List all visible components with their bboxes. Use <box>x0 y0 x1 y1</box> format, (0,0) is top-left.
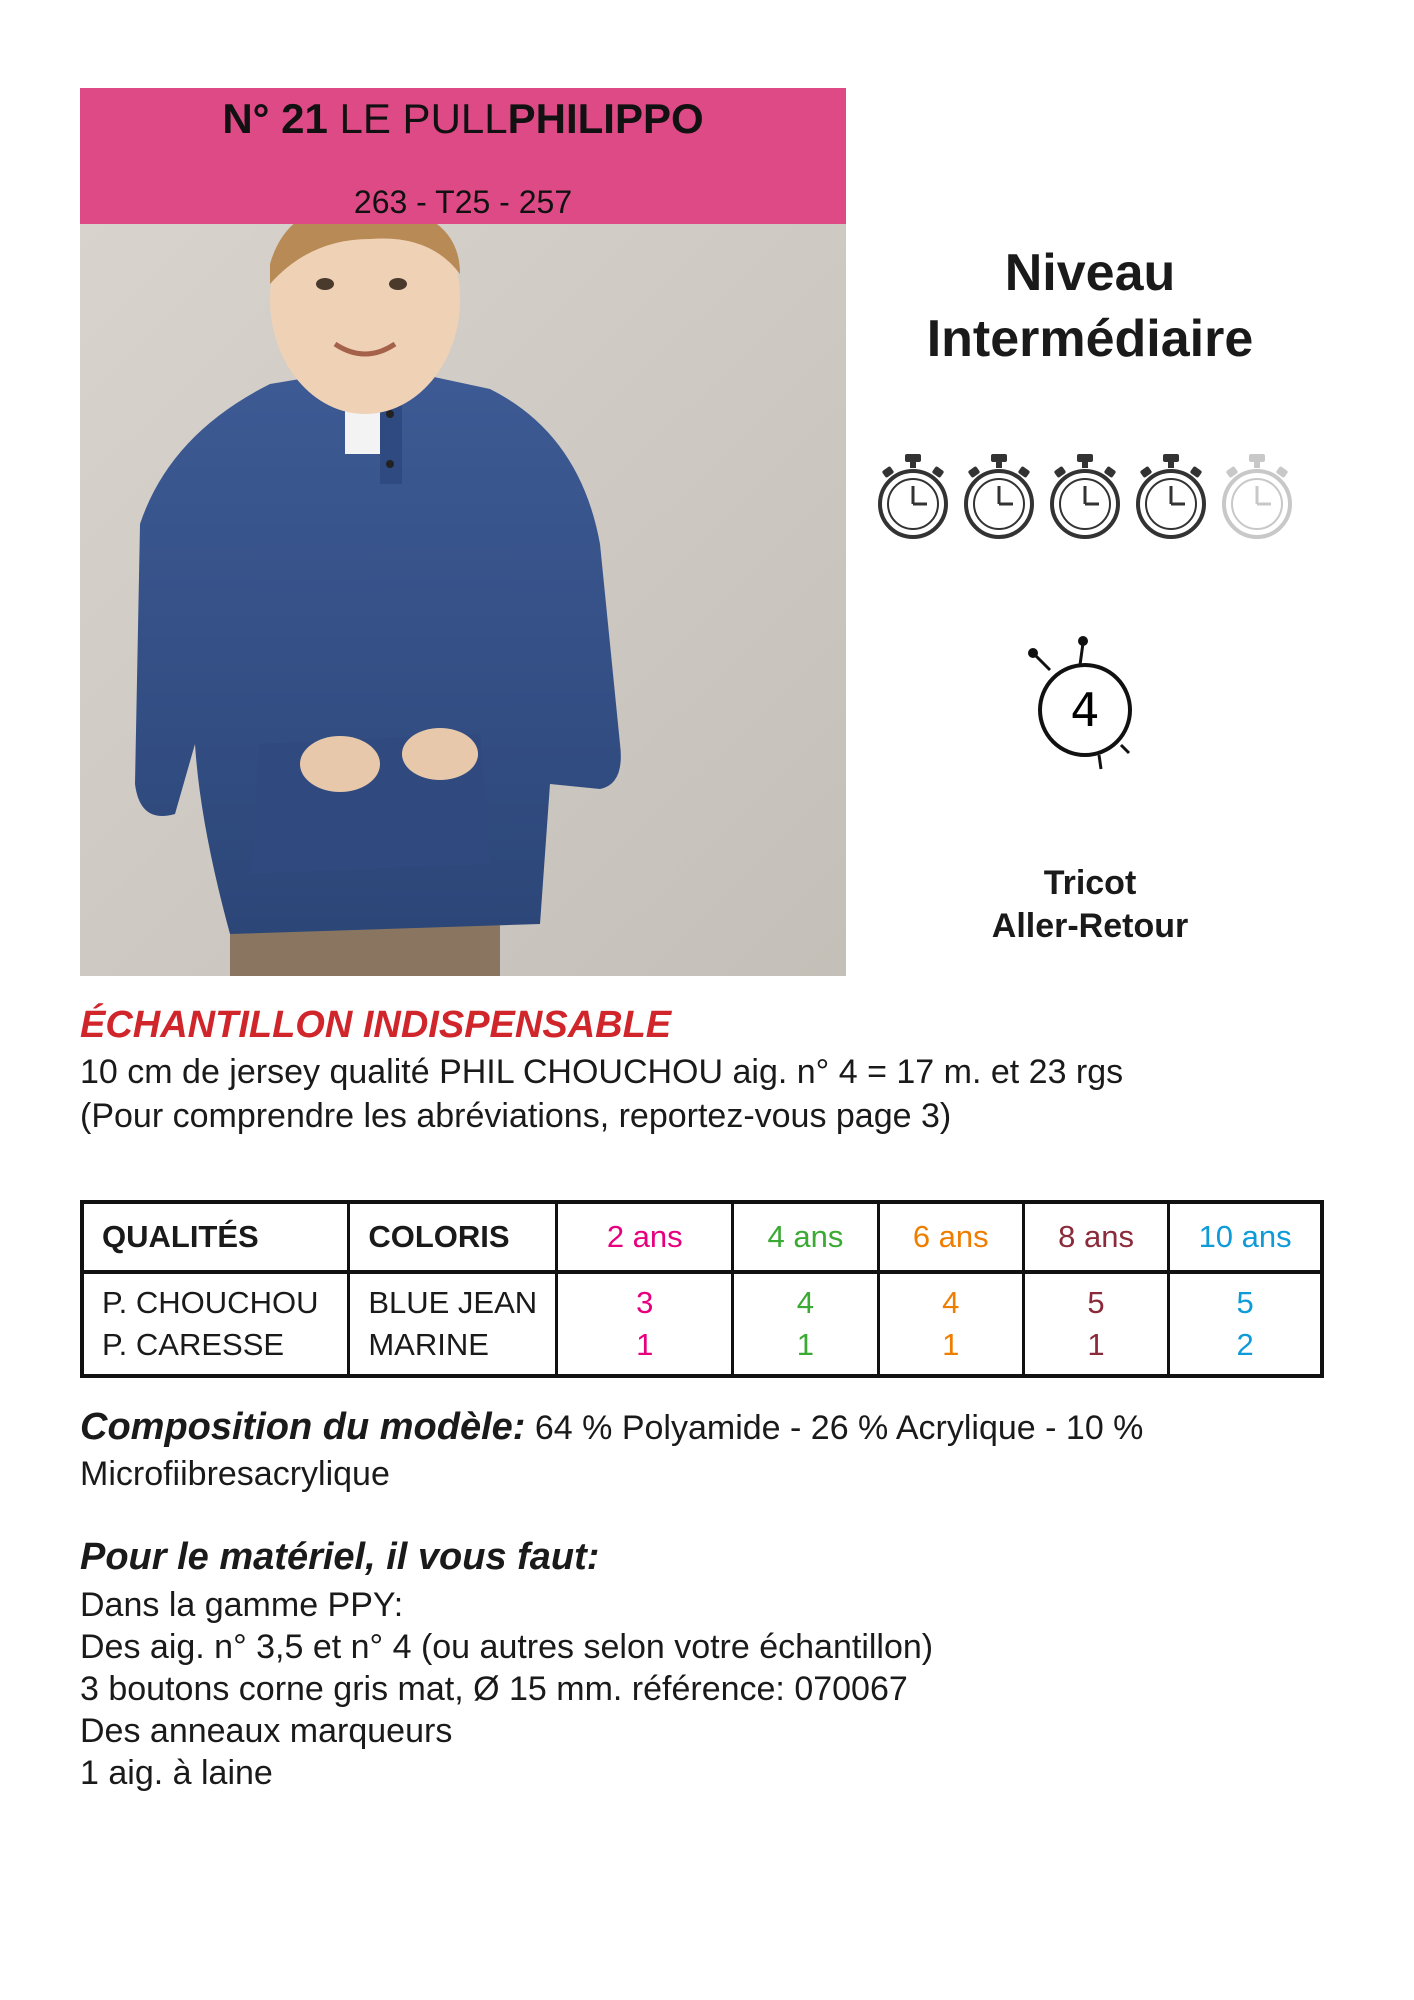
yarn-color: BLUE JEAN <box>368 1285 538 1320</box>
header-cell: 6 ans <box>878 1202 1023 1272</box>
pattern-title <box>80 95 846 142</box>
quantity: 5 <box>1087 1285 1105 1320</box>
pattern-references: 263 - T25 - 257 <box>353 184 573 220</box>
stopwatch-icon <box>961 452 1037 542</box>
size-2-cell <box>557 1272 733 1376</box>
header-cell: QUALITÉS <box>82 1202 349 1272</box>
quantity: 3 <box>636 1285 654 1320</box>
composition <box>80 1404 1340 1497</box>
list-item: 3 boutons corne gris mat, Ø 15 mm. référence: 070067 <box>80 1670 908 1708</box>
size-10-cell <box>1169 1272 1322 1376</box>
composition-label: Composition du modèle: <box>80 1406 526 1448</box>
yarn-quality-cell <box>82 1272 349 1376</box>
list-item: 1 aig. à laine <box>80 1754 273 1792</box>
composition-text: 64 % Polyamide - 26 % Acrylique - 10 % <box>534 1409 1144 1447</box>
child-sweater-illustration <box>80 224 846 976</box>
list-item: Des anneaux marqueurs <box>80 1712 453 1750</box>
quantity: 1 <box>796 1327 815 1362</box>
knitting-needles-icon <box>1025 635 1145 775</box>
pattern-name-prefix: LE PULL <box>339 95 508 142</box>
pattern-name: PHILIPPO <box>507 95 704 142</box>
yarn-quality: P. CHOUCHOU <box>102 1285 319 1320</box>
quantity: 1 <box>1087 1327 1105 1362</box>
gauge-line: 10 cm de jersey qualité PHIL CHOUCHOU aig. n° 4 = 17 m. et 23 rgs <box>80 1053 1124 1091</box>
quantity: 4 <box>796 1285 815 1320</box>
list-item: Des aig. n° 3,5 et n° 4 (ou autres selon votre échantillon) <box>80 1628 934 1666</box>
size-8-cell <box>1023 1272 1168 1376</box>
header-cell: COLORIS <box>349 1202 557 1272</box>
technique-line2: Aller-Retour <box>991 906 1189 945</box>
needle-size-badge <box>1025 635 1145 775</box>
difficulty-level <box>880 240 1300 372</box>
title-band <box>80 88 846 224</box>
quantity: 5 <box>1236 1285 1254 1320</box>
list-item: Dans la gamme PPY: <box>80 1586 404 1624</box>
level-value: Intermédiaire <box>926 310 1254 369</box>
header-cell: 10 ans <box>1169 1202 1322 1272</box>
stopwatch-icon <box>1133 452 1209 542</box>
stopwatch-empty-icon <box>1219 452 1295 542</box>
technique-line1: Tricot <box>1043 864 1137 902</box>
size-4-cell <box>733 1272 878 1376</box>
materials-list <box>80 1584 1340 1794</box>
abbreviations-note: (Pour comprendre les abréviations, reportez-vous page 3) <box>80 1097 952 1135</box>
model-photo <box>80 224 846 976</box>
quantity: 2 <box>1236 1327 1254 1362</box>
materials-title: Pour le matériel, il vous faut: <box>80 1536 600 1578</box>
table-row <box>82 1272 1322 1376</box>
yarn-color-cell <box>349 1272 557 1376</box>
difficulty-rating <box>875 452 1295 542</box>
pattern-number: N° 21 <box>222 95 328 142</box>
stopwatch-icon <box>1047 452 1123 542</box>
header-cell: 2 ans <box>557 1202 733 1272</box>
level-label: Niveau <box>1004 244 1176 302</box>
size-6-cell <box>878 1272 1023 1376</box>
quantity: 4 <box>942 1285 960 1320</box>
composition-text-continued: Microfiibresacrylique <box>80 1455 390 1493</box>
gauge-title: ÉCHANTILLON INDISPENSABLE <box>80 1004 672 1046</box>
yarn-color: MARINE <box>368 1327 489 1362</box>
yarn-quantities-table <box>80 1200 1324 1378</box>
quantity: 1 <box>942 1327 960 1362</box>
header-cell: 4 ans <box>733 1202 878 1272</box>
quantity: 1 <box>636 1327 654 1362</box>
yarn-quality: P. CARESSE <box>102 1327 285 1362</box>
knitting-technique <box>880 862 1300 947</box>
needle-size-value: 4 <box>1070 683 1100 737</box>
table-header-row <box>82 1202 1322 1272</box>
gauge-text <box>80 1050 1340 1138</box>
header-cell: 8 ans <box>1023 1202 1168 1272</box>
stopwatch-icon <box>875 452 951 542</box>
